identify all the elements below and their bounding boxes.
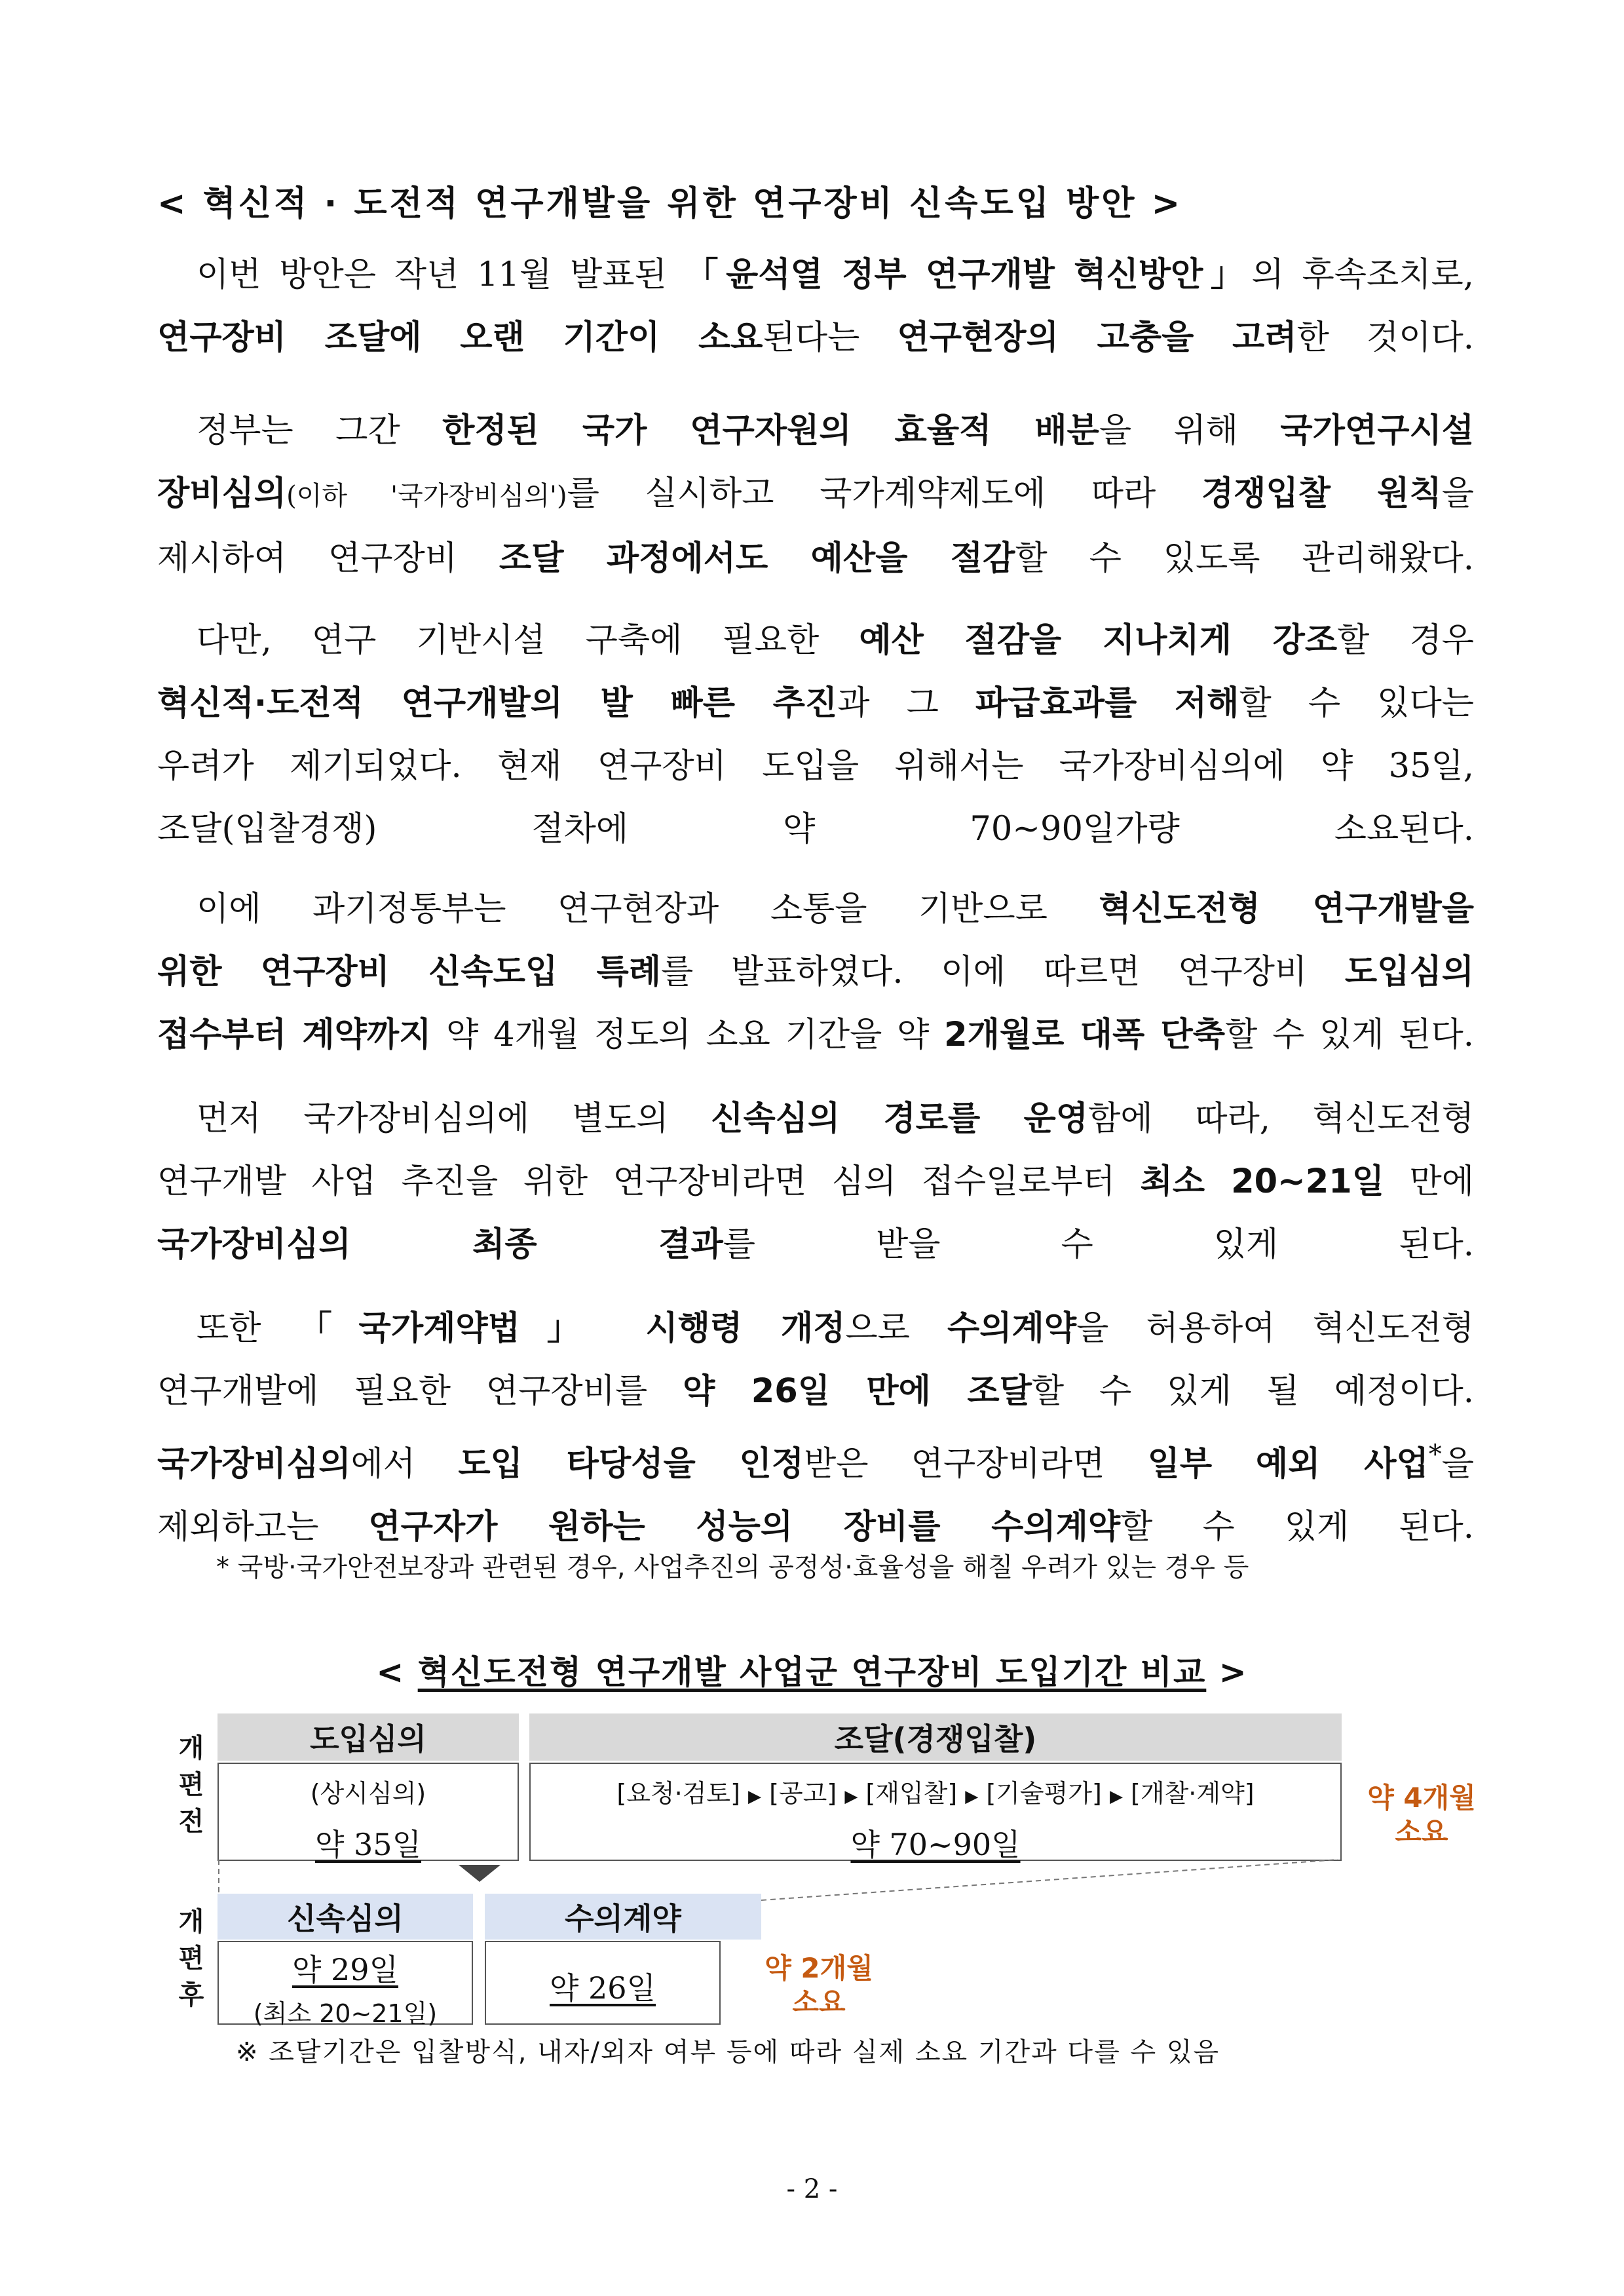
paragraph-line: 또한 「국가계약법」 시행령 개정으로 수의계약을 허용하여 혁신도전형 <box>197 1309 1474 1348</box>
triangle-down-icon <box>459 1865 500 1882</box>
before-total: 약 4개월 소요 <box>1367 1782 1476 1848</box>
triangle-right-icon: ▶ <box>844 1787 858 1807</box>
after-proc-days: 약 26일 <box>549 1970 656 2006</box>
dashed-connector <box>761 1860 1338 1900</box>
after-total: 약 2개월 소요 <box>765 1952 873 2018</box>
paragraph-line: 연구개발에 필요한 연구장비를 약 26일 만에 조달할 수 있게 될 예정이다. <box>157 1372 1474 1411</box>
paragraph-line: 접수부터 계약까지 약 4개월 정도의 소요 기간을 약 2개월로 대폭 단축할 수 있게 된다. <box>157 1016 1474 1054</box>
step-item: [공고] <box>769 1779 837 1808</box>
before-review-days: 약 35일 <box>314 1827 422 1862</box>
paragraph-line: 장비심의(이하 '국가장비심의')를 실시하고 국가계약제도에 따라 경쟁입찰 원칙을 <box>157 474 1474 513</box>
paragraph-line: 이번 방안은 작년 11월 발표된 「윤석열 정부 연구개발 혁신방안」의 후속조치로, <box>197 256 1474 294</box>
before-label: 개 편 전 <box>178 1733 204 1837</box>
paragraph-line: 혁신적·도전적 연구개발의 발 빠른 추진과 그 파급효과를 저해할 수 있다는 <box>157 684 1474 723</box>
after-review-days: 약 29일 <box>292 1952 399 1987</box>
page-number: - 2 - <box>786 2174 838 2204</box>
paragraph-line: 국가장비심의 최종 결과를 받을 수 있게 된다. <box>157 1225 1474 1264</box>
triangle-right-icon: ▶ <box>748 1787 762 1807</box>
paragraph-line: 정부는 그간 한정된 국가 연구자원의 효율적 배분을 위해 국가연구시설 <box>197 411 1474 450</box>
comparison-note: ※ 조달기간은 입찰방식, 내자/외자 여부 등에 따라 실제 소요 기간과 다를 수 있음 <box>236 2037 1220 2067</box>
paragraph-line: 우려가 제기되었다. 현재 연구장비 도입을 위해서는 국가장비심의에 약 35일, <box>157 747 1474 786</box>
before-review-header: 도입심의 <box>217 1713 519 1761</box>
page-title: < 혁신적 · 도전적 연구개발을 위한 연구장비 신속도입 방안 > <box>157 184 1183 223</box>
triangle-right-icon: ▶ <box>1109 1787 1123 1807</box>
paragraph-line: 조달(입찰경쟁) 절차에 약 70~90일가량 소요된다. <box>157 810 1474 849</box>
before-review-sub: (상시심의) <box>310 1779 426 1808</box>
paragraph-line: 제외하고는 연구자가 원하는 성능의 장비를 수의계약할 수 있게 된다. <box>157 1508 1474 1546</box>
paragraph-line: 연구개발 사업 추진을 위한 연구장비라면 심의 접수일로부터 최소 20~21일 만에 <box>157 1162 1474 1201</box>
comparison-title: < 혁신도전형 연구개발 사업군 연구장비 도입기간 비교 > <box>376 1653 1248 1691</box>
after-review-header: 신속심의 <box>217 1894 473 1940</box>
after-proc-header: 수의계약 <box>485 1894 761 1940</box>
paragraph-line: 국가장비심의에서 도입 타당성을 인정받은 연구장비라면 일부 예외 사업*을 <box>157 1440 1474 1483</box>
step-item: [재입찰] <box>865 1779 958 1808</box>
before-proc-header: 조달(경쟁입찰) <box>529 1713 1342 1761</box>
paragraph-line: 이에 과기정통부는 연구현장과 소통을 기반으로 혁신도전형 연구개발을 <box>197 890 1474 928</box>
step-item: [개찰·계약] <box>1131 1779 1255 1808</box>
after-proc-box <box>485 1941 721 2025</box>
paragraph-line: 다만, 연구 기반시설 구축에 필요한 예산 절감을 지나치게 강조할 경우 <box>197 621 1474 660</box>
triangle-right-icon: ▶ <box>965 1787 979 1807</box>
after-label: 개 편 후 <box>178 1907 204 2010</box>
paragraph-line: 연구장비 조달에 오랜 기간이 소요된다는 연구현장의 고충을 고려한 것이다. <box>157 318 1474 357</box>
paragraph-line: 먼저 국가장비심의에 별도의 신속심의 경로를 운영함에 따라, 혁신도전형 <box>197 1100 1474 1138</box>
before-proc-days: 약 70~90일 <box>850 1827 1021 1862</box>
after-review-sub: (최소 20~21일) <box>253 1999 438 2028</box>
footnote: * 국방·국가안전보장과 관련된 경우, 사업추진의 공정성·효율성을 해칠 우려가 있는 경우 등 <box>216 1552 1249 1582</box>
paragraph-line: 위한 연구장비 신속도입 특례를 발표하였다. 이에 따르면 연구장비 도입심의 <box>157 953 1474 991</box>
paragraph-line: 제시하여 연구장비 조달 과정에서도 예산을 절감할 수 있도록 관리해왔다. <box>157 539 1474 578</box>
step-item: [요청·검토] <box>616 1779 740 1808</box>
after-review-box <box>217 1941 473 2028</box>
step-item: [기술평가] <box>986 1779 1102 1808</box>
